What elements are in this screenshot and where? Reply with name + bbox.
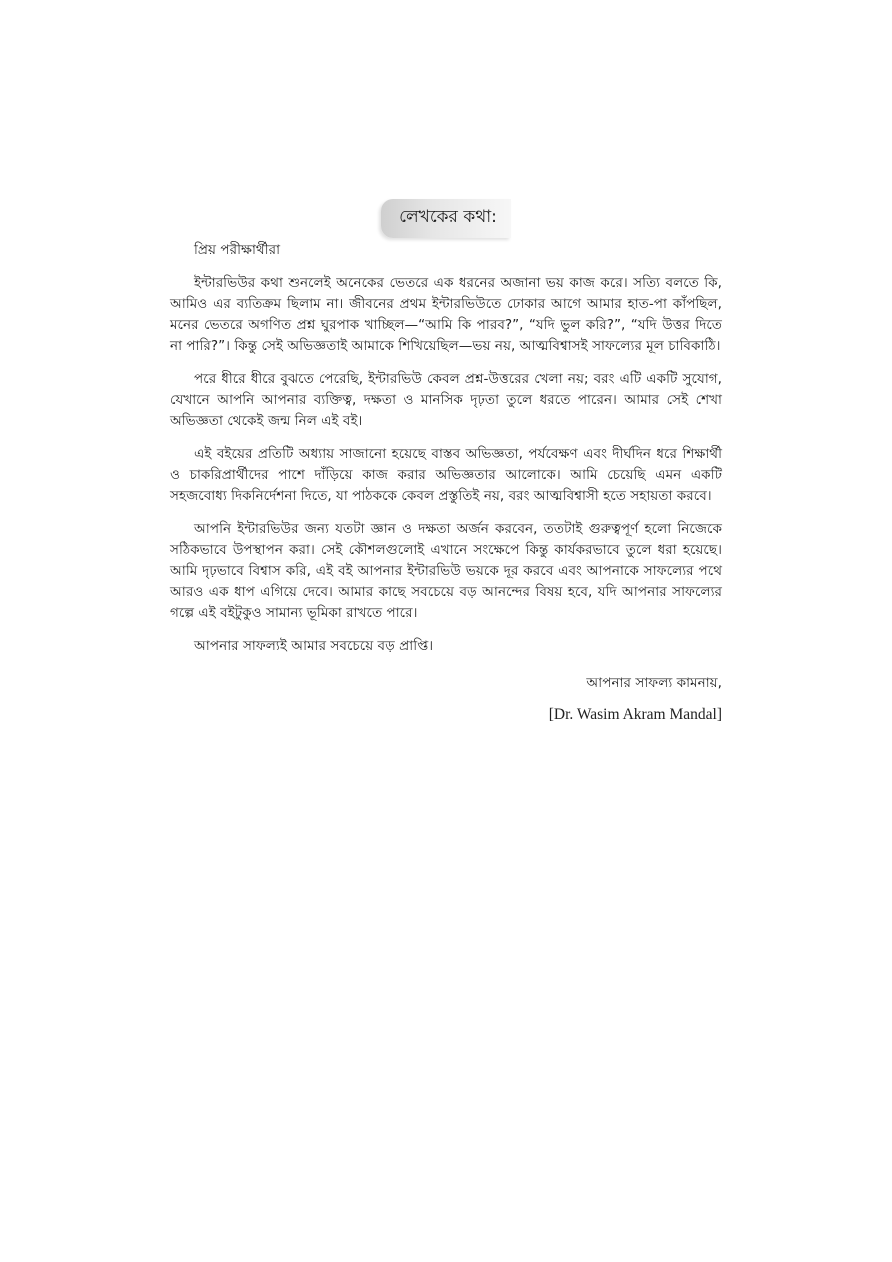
salutation: প্রিয় পরীক্ষার্থীরা [194,242,281,258]
paragraph: পরে ধীরে ধীরে বুঝতে পেরেছি, ইন্টারভিউ কেবল প্রশ্ন-উত্তরের খেলা নয়; বরং এটি একটি সুযোগ, যেখানে আপনি আপনার ব্যক্তিত্ব, দক্ষতা ও মানসিক দৃঢ়তা তুলে ধরতে পারেন। আমার সেই শেখা অভিজ্ঞতা থেকেই জন্ম নিল এই বই। [170,371,722,429]
paragraph: আপনার সাফল্যই আমার সবচেয়ে বড় প্রাপ্তি। [194,638,434,654]
page-title: লেখকের কথা: [381,199,511,238]
paragraph: আপনি ইন্টারভিউর জন্য যতটা জ্ঞান ও দক্ষতা অর্জন করবেন, ততটাই গুরুত্বপূর্ণ হলো নিজেকে সঠিকভাবে উপস্থাপন করা। সেই কৌশলগুলোই এখানে সংক্ষেপে কিন্তু কার্যকরভাবে তুলে ধরা হয়েছে। আমি দৃঢ়ভাবে বিশ্বাস করি, এই বই আপনার ইন্টারভিউ ভয়কে দূর করবে এবং আপনাকে সাফল্যের পথে আরও এক ধাপ এগিয়ে দেবে। আমার কাছে সবচেয়ে বড় আনন্দের বিষয় হবে, যদি আপনার সাফল্যের গল্পে এই বইটুকুও সামান্য ভূমিকা রাখতে পারে। [170,521,722,621]
paragraph: এই বইয়ের প্রতিটি অধ্যায় সাজানো হয়েছে বাস্তব অভিজ্ঞতা, পর্যবেক্ষণ এবং দীর্ঘদিন ধরে শিক্ষার্থী ও চাকরিপ্রার্থীদের পাশে দাঁড়িয়ে কাজ করার অভিজ্ঞতার আলোকে। আমি চেয়েছি এমন একটি সহজবোধ্য দিকনির্দেশনা দিতে, যা পাঠককে কেবল প্রস্তুতিই নয়, বরং আত্মবিশ্বাসী হতে সহায়তা করবে। [170,446,722,504]
closing-line: আপনার সাফল্য কামনায়, [586,675,722,691]
preface-body [170,240,722,725]
title-container [0,199,892,238]
author-signature: [Dr. Wasim Akram Mandal] [548,706,722,723]
paragraph: ইন্টারভিউর কথা শুনলেই অনেকের ভেতরে এক ধরনের অজানা ভয় কাজ করে। সত্যি বলতে কি, আমিও এর ব্যতিক্রম ছিলাম না। জীবনের প্রথম ইন্টারভিউতে ঢোকার আগে আমার হাত-পা কাঁপছিল, মনের ভেতরে অগণিত প্রশ্ন ঘুরপাক খাচ্ছিল—“আমি কি পারব?”, “যদি ভুল করি?”, “যদি উত্তর দিতে না পারি?”। কিন্তু সেই অভিজ্ঞতাই আমাকে শিখিয়েছিল—ভয় নয়, আত্মবিশ্বাসই সাফল্যের মূল চাবিকাঠি। [170,275,722,354]
